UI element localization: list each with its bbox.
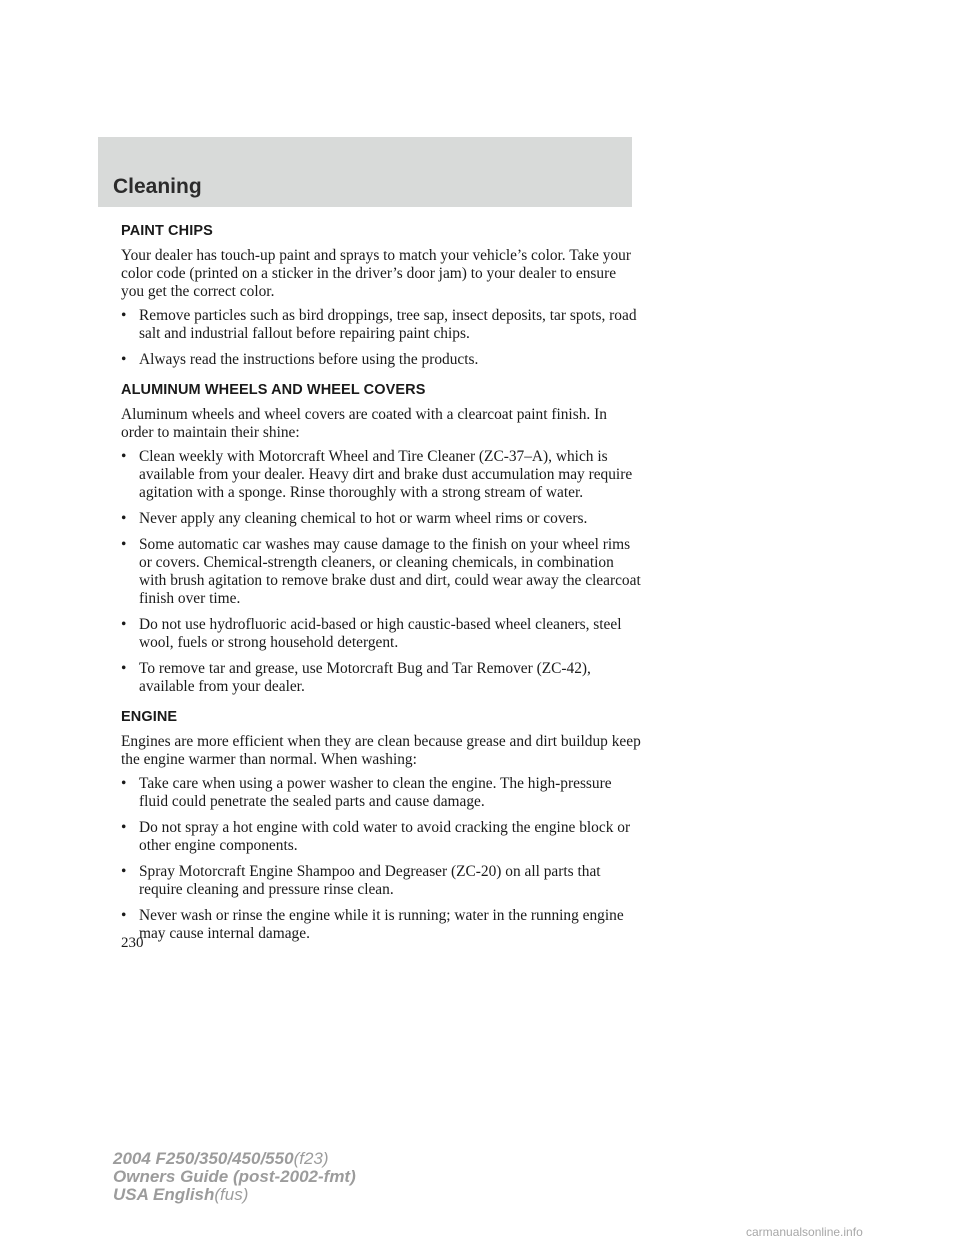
list-item-text: Do not use hydrofluoric acid-based or high caustic-based wheel cleaners, steel wool, fuels or strong household detergent. xyxy=(139,616,622,651)
list-item-text: Take care when using a power washer to clean the engine. The high-pressure fluid could penetrate the sealed parts and cause damage. xyxy=(139,775,612,810)
footer-model: 2004 F250/350/450/550 xyxy=(113,1149,294,1168)
list-item-text: Clean weekly with Motorcraft Wheel and Tire Cleaner (ZC-37–A), which is available from your dealer. Heavy dirt and brake dust accumulation may require agitation with a sponge. Rinse thoroughly with a strong stream of water. xyxy=(139,448,633,501)
list-item xyxy=(121,616,641,652)
section-intro: Engines are more efficient when they are clean because grease and dirt buildup keep the engine warmer than normal. When washing: xyxy=(121,733,641,768)
bullet-icon: • xyxy=(121,775,127,792)
list-item-text: To remove tar and grease, use Motorcraft Bug and Tar Remover (ZC-42), available from your dealer. xyxy=(139,660,591,695)
footer-model-code: (f23) xyxy=(293,1149,329,1168)
section-intro: Aluminum wheels and wheel covers are coated with a clearcoat paint finish. In order to maintain their shine: xyxy=(121,406,607,441)
list-item-text: Remove particles such as bird droppings, tree sap, insect deposits, tar spots, road salt and industrial fallout before repairing paint chips. xyxy=(139,307,637,342)
list-item xyxy=(121,448,641,502)
list-item xyxy=(121,907,641,943)
section-intro: Your dealer has touch-up paint and sprays to match your vehicle’s color. Take your color code (printed on a sticker in the driver’s door jam) to your dealer to ensure you get the correct color. xyxy=(121,247,631,300)
bullet-icon: • xyxy=(121,616,127,633)
bullet-icon: • xyxy=(121,510,127,527)
bullet-icon: • xyxy=(121,863,127,880)
bullet-icon: • xyxy=(121,448,127,465)
list-item xyxy=(121,307,641,343)
section-paint-chips xyxy=(121,222,641,369)
footer-line-1 xyxy=(113,1150,356,1168)
list-item-text: Some automatic car washes may cause damage to the finish on your wheel rims or covers. Chemical-strength cleaners, or cleaning chemicals, in combination with brush agitation to remove brake dust and dirt, could wear away the clearcoat finish over time. xyxy=(139,536,641,607)
bullet-icon: • xyxy=(121,351,127,368)
list-item xyxy=(121,819,641,855)
footer-guide-name: Owners Guide (post-2002-fmt) xyxy=(113,1167,356,1186)
bullet-list xyxy=(121,775,641,943)
bullet-icon: • xyxy=(121,660,127,677)
section-heading: ALUMINUM WHEELS AND WHEEL COVERS xyxy=(121,382,426,398)
list-item-text: Do not spray a hot engine with cold water to avoid cracking the engine block or other engine components. xyxy=(139,819,631,854)
footer-language: USA English xyxy=(113,1185,215,1204)
list-item xyxy=(121,510,641,528)
list-item xyxy=(121,660,641,696)
list-item-text: Never apply any cleaning chemical to hot or warm wheel rims or covers. xyxy=(139,510,588,527)
section-title: Cleaning xyxy=(113,175,202,198)
bullet-icon: • xyxy=(121,819,127,836)
bullet-list xyxy=(121,307,641,369)
document-footer xyxy=(113,1150,356,1204)
footer-line-2 xyxy=(113,1168,356,1186)
bullet-list xyxy=(121,448,641,696)
page-content xyxy=(121,222,641,955)
list-item xyxy=(121,536,641,608)
section-heading: PAINT CHIPS xyxy=(121,223,213,239)
footer-line-3 xyxy=(113,1186,356,1204)
footer-language-code: (fus) xyxy=(214,1185,249,1204)
bullet-icon: • xyxy=(121,907,127,924)
list-item xyxy=(121,863,641,899)
section-engine xyxy=(121,708,641,943)
list-item-text: Never wash or rinse the engine while it is running; water in the running engine may cause internal damage. xyxy=(139,907,624,942)
bullet-icon: • xyxy=(121,536,127,553)
section-aluminum-wheels xyxy=(121,381,641,696)
list-item xyxy=(121,775,641,811)
list-item xyxy=(121,351,641,369)
list-item-text: Always read the instructions before using the products. xyxy=(139,351,479,368)
list-item-text: Spray Motorcraft Engine Shampoo and Degreaser (ZC-20) on all parts that require cleaning and pressure rinse clean. xyxy=(139,863,601,898)
watermark-link[interactable]: carmanualsonline.info xyxy=(746,1225,863,1239)
page-number: 230 xyxy=(121,935,144,951)
bullet-icon: • xyxy=(121,307,127,324)
section-heading: ENGINE xyxy=(121,709,178,725)
